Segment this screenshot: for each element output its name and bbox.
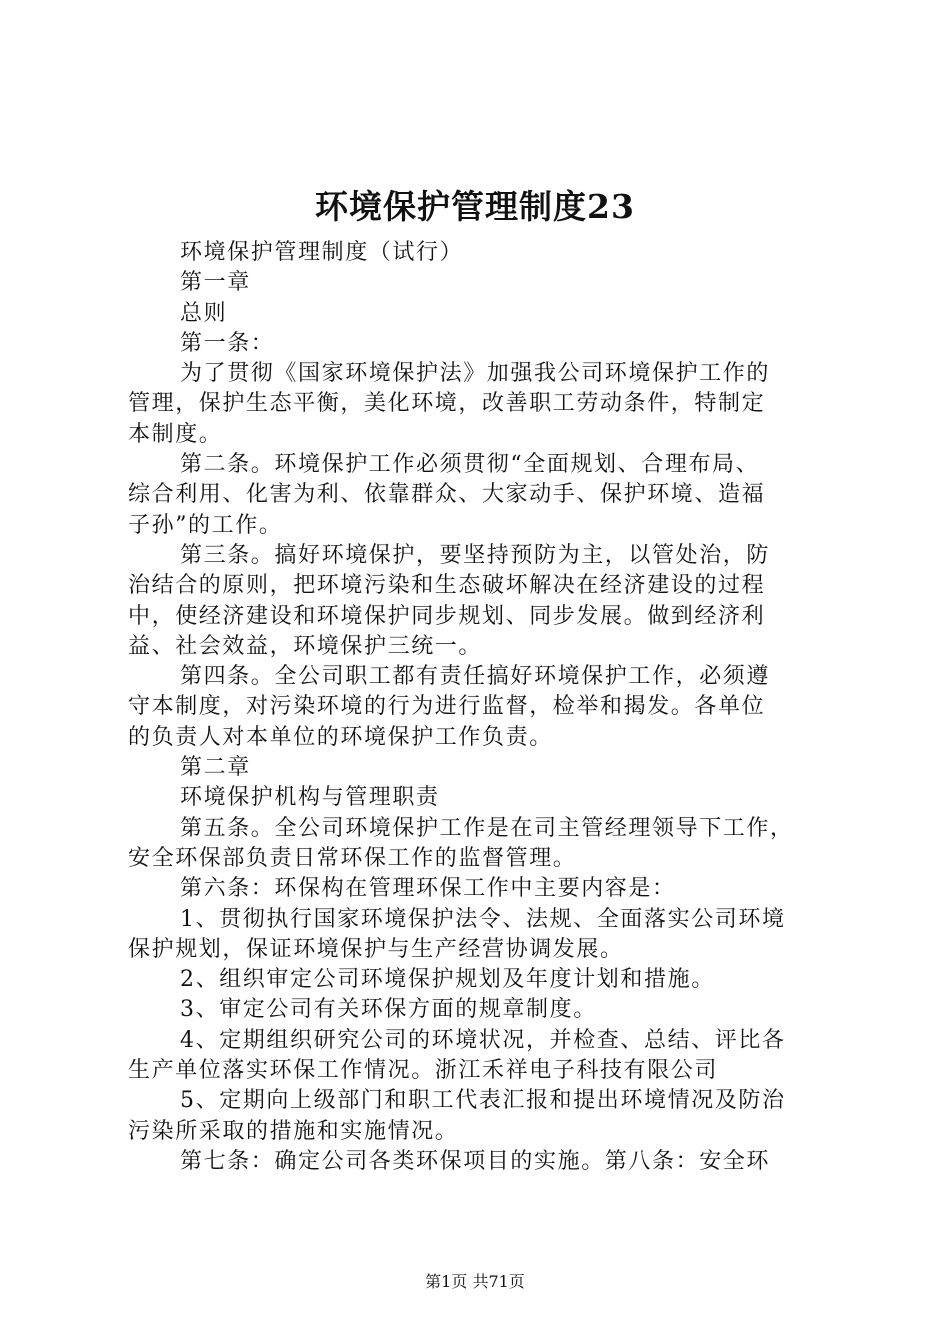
paragraph-line: 第一条： (180, 330, 275, 356)
paragraph-line: 管理，保护生态平衡，美化环境，改善职工劳动条件，特制定 (128, 391, 766, 417)
paragraph-line: 本制度。 (128, 421, 223, 447)
paragraph-line: 第二章 (180, 755, 251, 781)
paragraph-line: 5、定期向上级部门和职工代表汇报和提出环境情况及防治 (180, 1088, 786, 1114)
paragraph-line: 3、审定公司有关环保方面的规章制度。 (180, 997, 597, 1023)
document-body (128, 238, 830, 1177)
paragraph-line: 环境保护管理制度（试行） (180, 240, 464, 265)
page-number-footer: 第1页 共71页 (425, 1272, 525, 1291)
paragraph-line: 第二条。环境保护工作必须贯彻“全面规划、合理布局、 (180, 452, 760, 478)
paragraph-line: 第三条。搞好环境保护，要坚持预防为主，以管处治，防 (180, 542, 771, 568)
paragraph-line: 益、社会效益，环境保护三统一。 (128, 633, 483, 659)
paragraph-line: 总则 (180, 300, 228, 326)
paragraph-line: 守本制度，对污染环境的行为进行监督，检举和揭发。各单位 (128, 694, 766, 720)
paragraph-line: 子孙”的工作。 (128, 512, 283, 538)
paragraph-line: 2、组织审定公司环境保护规划及年度计划和措施。 (180, 967, 715, 993)
paragraph-line: 生产单位落实环保工作情况。浙江禾祥电子科技有限公司 (128, 1058, 719, 1084)
paragraph-line: 保护规划，保证环境保护与生产经营协调发展。 (128, 936, 624, 962)
paragraph-line: 污染所采取的措施和实施情况。 (128, 1118, 459, 1144)
paragraph-line: 安全环保部负责日常环保工作的监督管理。 (128, 845, 577, 871)
document-title: 环境保护管理制度23 (315, 187, 635, 226)
paragraph-line: 为了贯彻《国家环境保护法》加强我公司环境保护工作的 (180, 361, 771, 387)
paragraph-line: 第七条：确定公司各类环保项目的实施。第八条：安全环 (180, 1148, 771, 1174)
paragraph-line: 第六条：环保构在管理环保工作中主要内容是： (180, 876, 676, 902)
paragraph-line: 的负责人对本单位的环境保护工作负责。 (128, 724, 553, 750)
paragraph-line: 第五条。全公司环境保护工作是在司主管经理领导下工作， (180, 815, 794, 841)
paragraph-line: 4、定期组织研究公司的环境状况，并检查、总结、评比各 (180, 1027, 786, 1053)
paragraph-line: 1、贯彻执行国家环境保护法令、法规、全面落实公司环境 (180, 906, 786, 932)
paragraph-line: 第四条。全公司职工都有责任搞好环境保护工作，必须遵 (180, 664, 771, 690)
paragraph-line: 综合利用、化害为利、依靠群众、大家动手、保护环境、造福 (128, 482, 766, 508)
paragraph-line: 治结合的原则，把环境污染和生态破坏解决在经济建设的过程 (128, 573, 766, 599)
paragraph-line: 环境保护机构与管理职责 (180, 785, 440, 811)
paragraph-line: 第一章 (180, 270, 251, 296)
paragraph-line: 中，使经济建设和环境保护同步规划、同步发展。做到经济利 (128, 603, 766, 629)
